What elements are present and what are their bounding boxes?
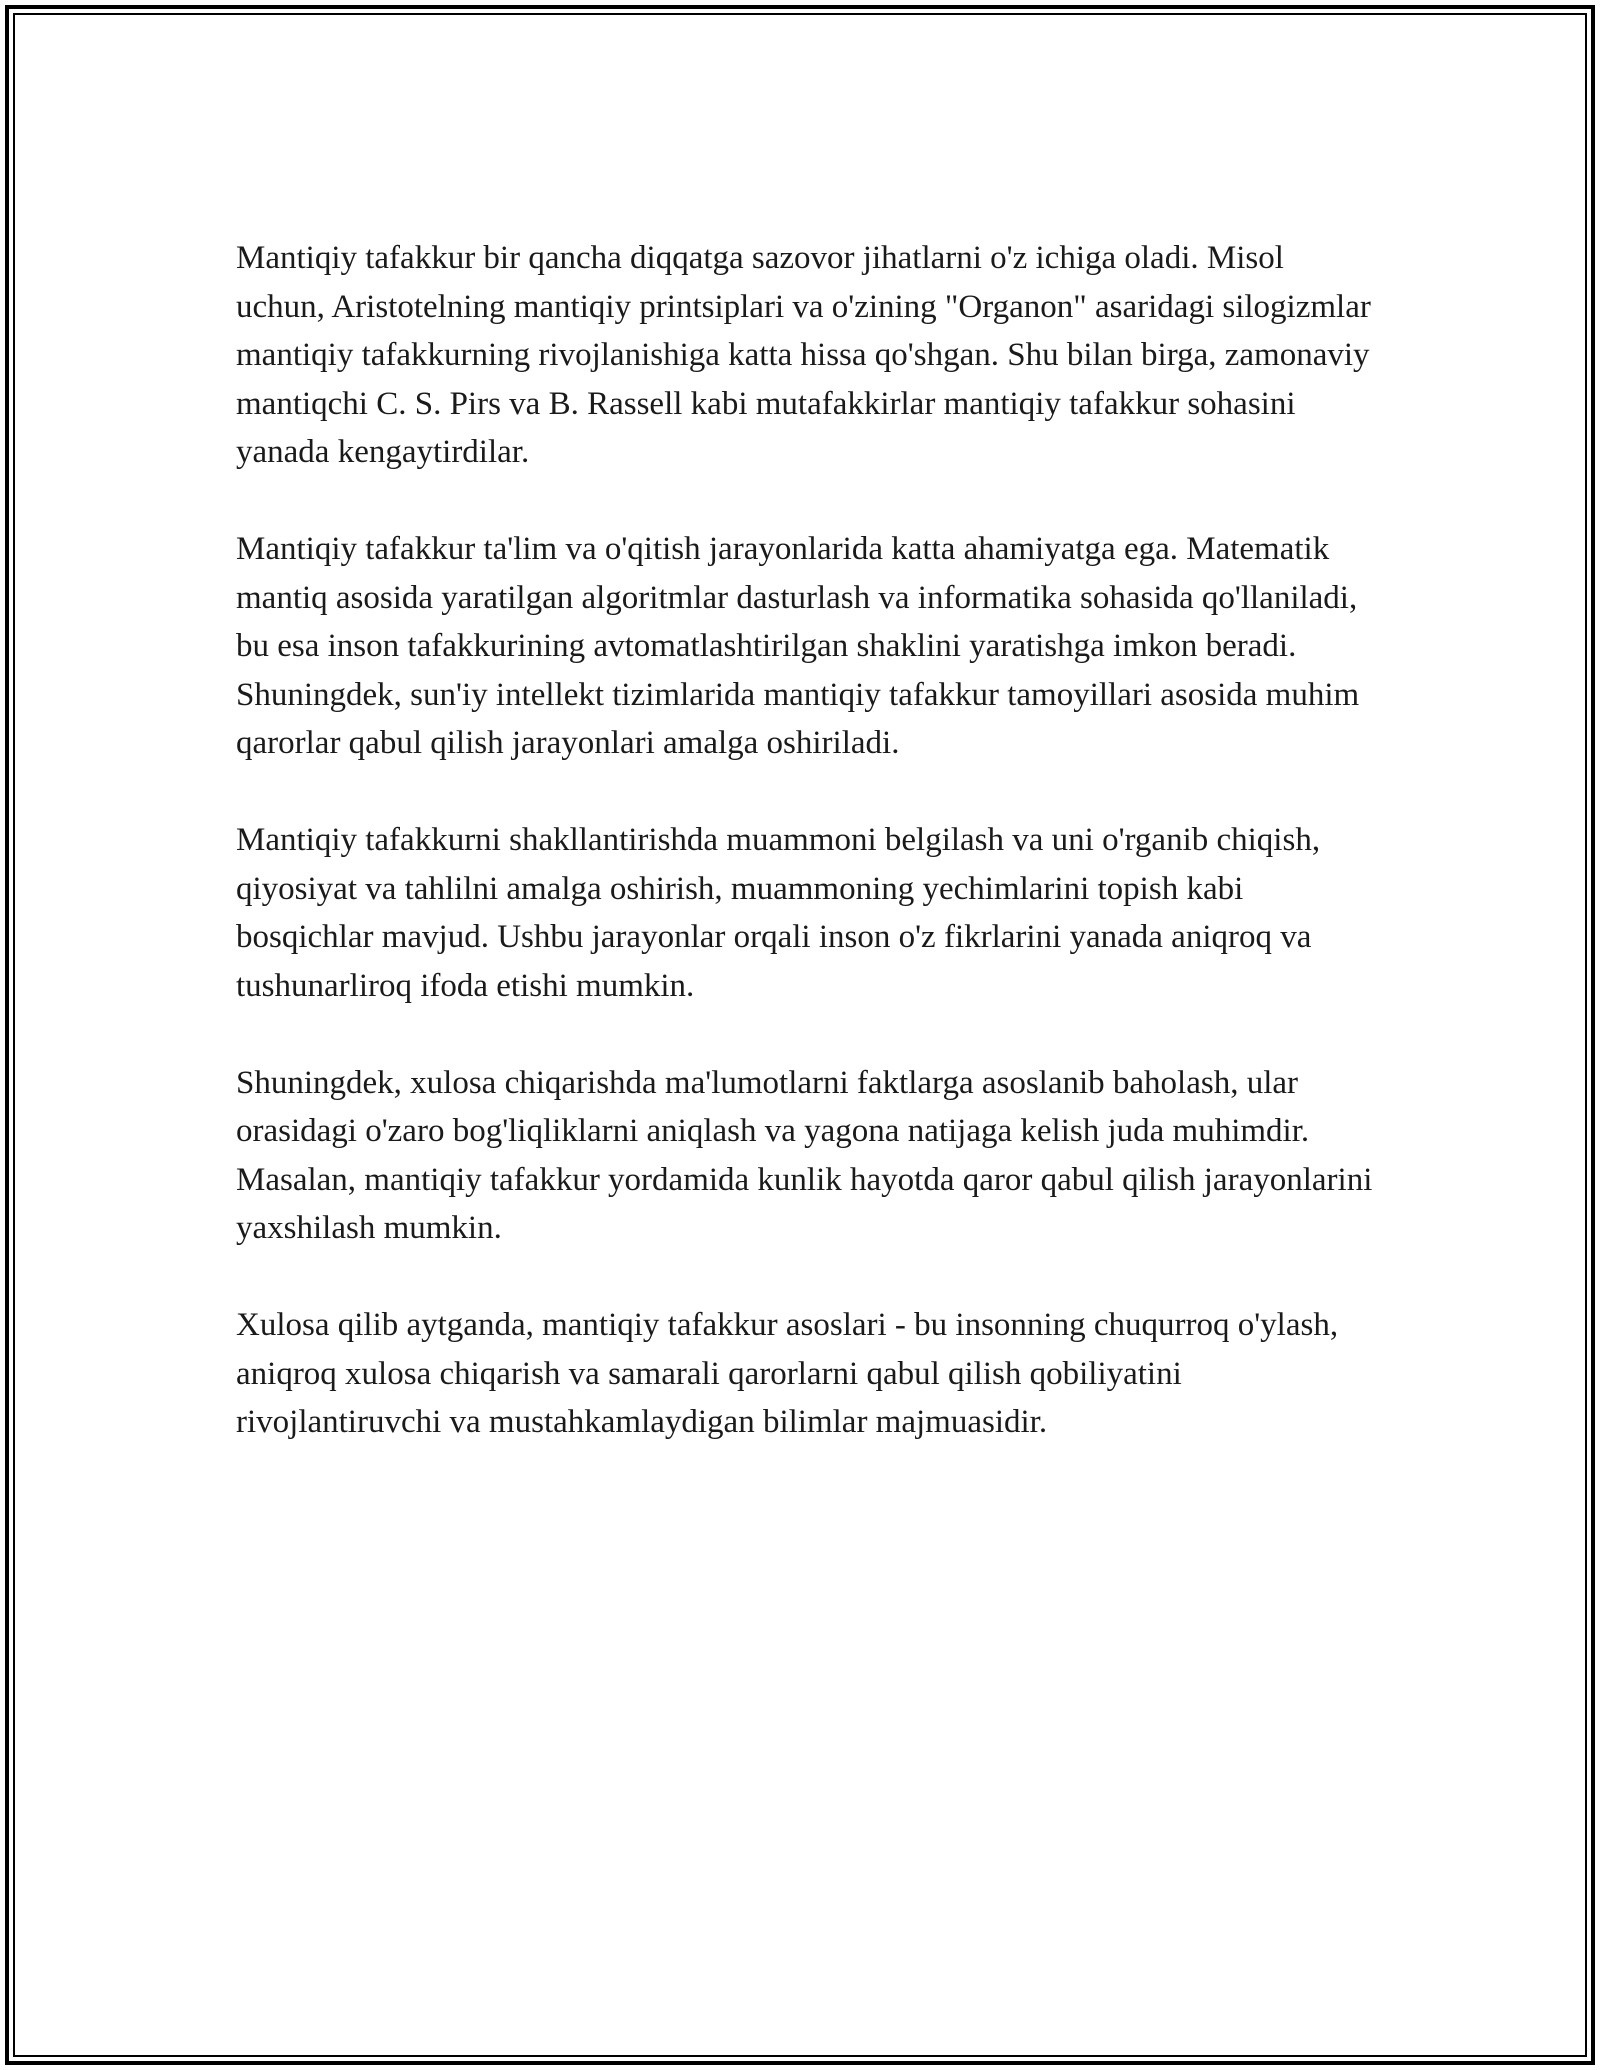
paragraph-3: Mantiqiy tafakkurni shakllantirishda muammoni belgilash va uni o'rganib chiqish, qiyosiyat va tahlilni amalga oshirish, muammoning yechimlarini topish kabi bosqichlar mavjud. Ushbu jarayonlar orqali inson o'z fikrlarini yanada aniqroq va tushunarliroq ifoda etishi mumkin. <box>236 822 1321 1004</box>
paragraph-5: Xulosa qilib aytganda, mantiqiy tafakkur asoslari - bu insonning chuqurroq o'ylash, aniqroq xulosa chiqarish va samarali qarorlarni qabul qilish qobiliyatini rivojlantiruvchi va mustahkamlaydigan bilimlar majmuasidir. <box>236 1307 1339 1440</box>
paragraph-1: Mantiqiy tafakkur bir qancha diqqatga sazovor jihatlarni o'z ichiga oladi. Misol uchun, Aristotelning mantiqiy printsiplari va o'zining "Organon" asaridagi silogizmlar mantiqiy tafakkurning rivojlanishiga katta hissa qo'shgan. Shu bilan birga, zamonaviy mantiqchi C. S. Pirs va B. Rassell kabi mutafakkirlar mantiqiy tafakkur sohasini yanada kengaytirdilar. <box>236 240 1371 470</box>
paragraph-4: Shuningdek, xulosa chiqarishda ma'lumotlarni faktlarga asoslanib baholash, ular orasidagi o'zaro bog'liqliklarni aniqlash va yagona natijaga kelish juda muhimdir. Masalan, mantiqiy tafakkur yordamida kunlik hayotda qaror qabul qilish jarayonlarini yaxshilash mumkin. <box>236 1064 1373 1246</box>
paragraph-2: Mantiqiy tafakkur ta'lim va o'qitish jarayonlarida katta ahamiyatga ega. Matematik mantiq asosida yaratilgan algoritmlar dasturlash va informatika sohasida qo'llaniladi, bu esa inson tafakkurining avtomatlashtirilgan shaklini yaratishga imkon beradi. Shuningdek, sun'iy intellekt tizimlarida mantiqiy tafakkur tamoyillari asosida muhim qarorlar qabul qilish jarayonlari amalga oshiriladi. <box>236 531 1360 761</box>
document-body <box>236 234 1376 1495</box>
